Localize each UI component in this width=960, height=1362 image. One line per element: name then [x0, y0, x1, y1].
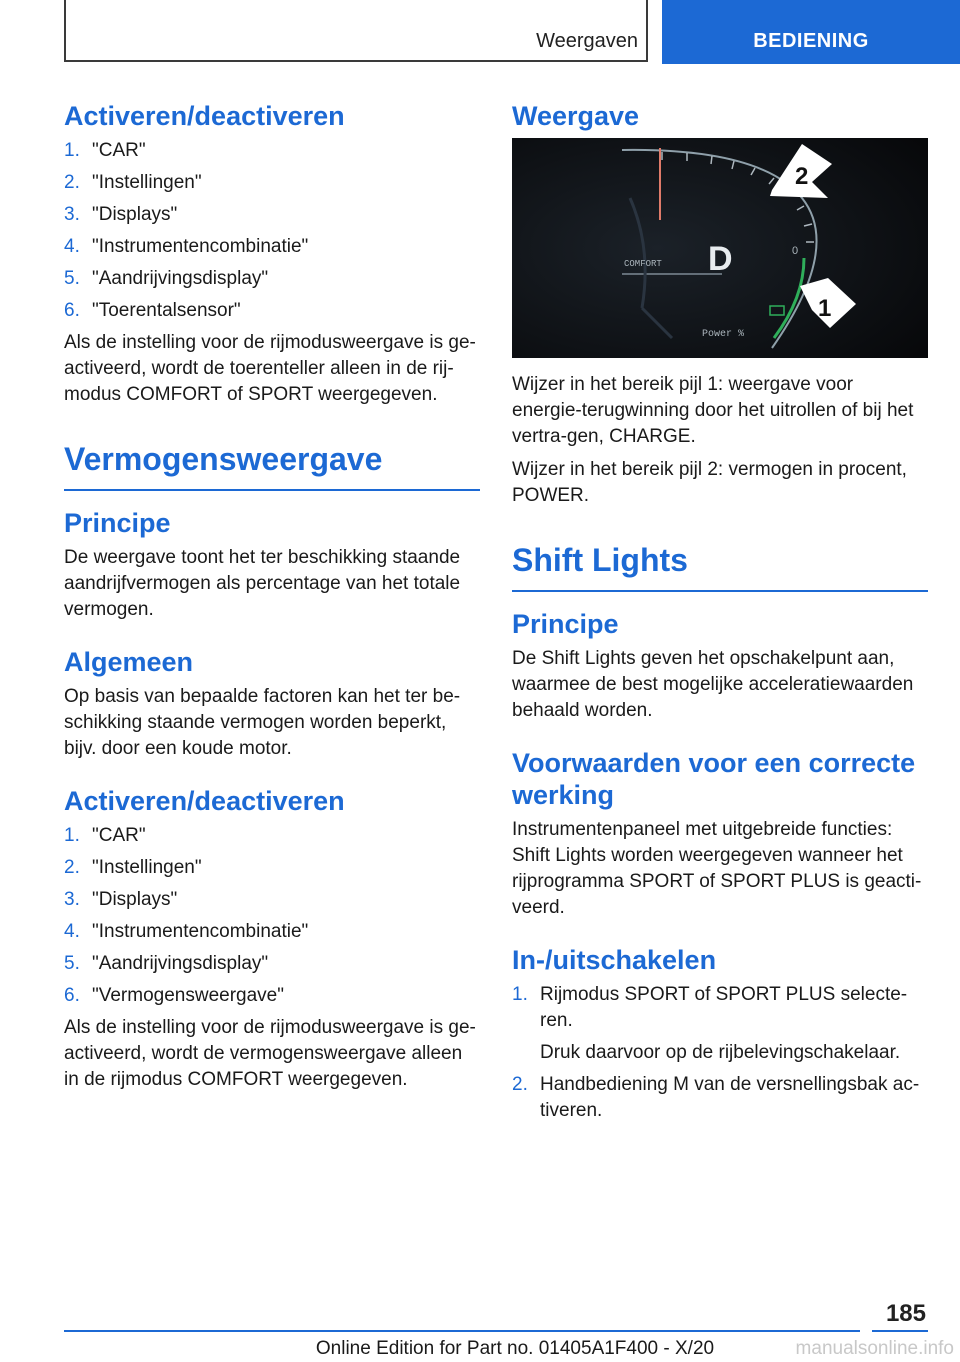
weergave-text-1: Wijzer in het bereik pijl 1: weergave voor energie-terugwinning door het uitrollen of bij het vertra-gen, CHARGE.: [512, 374, 914, 447]
list-item: 1. "CAR": [64, 140, 146, 161]
mode-indicator: COMFORT: [624, 259, 662, 269]
instrument-cluster-figure: [512, 138, 928, 358]
gear-indicator: D: [708, 240, 733, 278]
list-item: 5. "Aandrijvingsdisplay": [64, 953, 269, 974]
steps-list-3: [512, 982, 928, 1124]
heading-voorwaarden: Voorwaarden voor een correcte werking: [512, 748, 916, 810]
heading-vermogensweergave: Vermogensweergave: [64, 439, 480, 491]
gauge-zero-label: 0: [792, 245, 799, 257]
header-section-title: Weergaven: [536, 30, 638, 52]
list-item: 2. "Instellingen": [64, 172, 202, 193]
svg-text:1: 1: [818, 295, 832, 322]
list-item: 1. "CAR": [64, 825, 146, 846]
heading-in-uitschakelen: In-/uitschakelen: [512, 945, 717, 975]
principe-text-left: De weergave toont het ter beschikking staande aandrijfvermogen als percentage van het totale vermogen.: [64, 547, 461, 620]
algemeen-text: Op basis van bepaalde factoren kan het ter be-schikking staande vermogen worden beperkt, bijv. door een koude motor.: [64, 686, 461, 759]
steps-list-2: [64, 823, 480, 1009]
list-item: 6. "Toerentalsensor": [64, 300, 241, 321]
heading-shift-lights: Shift Lights: [512, 540, 928, 592]
online-edition-text: Online Edition for Part no. 01405A1F400 - X/20: [315, 1338, 715, 1359]
list-item: 1. Rijmodus SPORT of SPORT PLUS selecte-ren. Druk daarvoor op de rijbelevingschakelaar.: [512, 982, 928, 1066]
right-column: [512, 100, 928, 1130]
list-item: 2. Handbediening M van de versnellingsbak ac-tiveren.: [512, 1074, 920, 1121]
principe-text-right: De Shift Lights geven het opschakelpunt aan, waarmee de best mogelijke acceleratiewaarden behaald worden.: [512, 648, 914, 721]
list-item: 4. "Instrumentencombinatie": [64, 236, 309, 257]
instrument-cluster-illustration: [512, 138, 928, 358]
note-paragraph-1: Als de instelling voor de rijmodusweergave is ge-activeerd, wordt de toerenteller alleen in de rij-modus COMFORT of SPORT weergegeven.: [64, 332, 476, 405]
steps-list-1: [64, 138, 480, 324]
heading-algemeen: Algemeen: [64, 647, 194, 677]
header-chapter-label: BEDIENING: [753, 30, 869, 52]
weergave-text-2: Wijzer in het bereik pijl 2: vermogen in procent, POWER.: [512, 459, 907, 506]
left-column: [64, 100, 480, 1100]
list-item: 2. "Instellingen": [64, 857, 202, 878]
heading-activeren-1: Activeren/deactiveren: [64, 101, 345, 131]
power-label: Power %: [702, 329, 745, 340]
list-item: 6. "Vermogensweergave": [64, 985, 284, 1006]
list-item: 3. "Displays": [64, 889, 178, 910]
list-item-subtext: Druk daarvoor op de rijbelevingschakelaar.: [540, 1042, 901, 1063]
page-number: 185: [885, 1300, 926, 1327]
heading-principe-right: Principe: [512, 609, 619, 639]
heading-weergave: Weergave: [512, 101, 640, 131]
note-paragraph-2: Als de instelling voor de rijmodusweergave is ge-activeerd, wordt de vermogensweergave alleen in de rijmodus COMFORT weergegeven.: [64, 1017, 476, 1090]
heading-activeren-2: Activeren/deactiveren: [64, 786, 345, 816]
list-item: 4. "Instrumentencombinatie": [64, 921, 309, 942]
list-item: 3. "Displays": [64, 204, 178, 225]
voorwaarden-text: Instrumentenpaneel met uitgebreide functies: Shift Lights worden weergegeven wanneer het rijprogramma SPORT of SPORT PLUS is geacti-veerd.: [512, 819, 922, 918]
list-item: 5. "Aandrijvingsdisplay": [64, 268, 269, 289]
watermark: manualsonline.info: [795, 1338, 954, 1359]
header-chapter-tab: [662, 0, 960, 64]
heading-principe-left: Principe: [64, 508, 171, 538]
footer-rule: [64, 1330, 860, 1332]
svg-text:2: 2: [795, 163, 809, 190]
footer-rule-right: [872, 1330, 928, 1332]
